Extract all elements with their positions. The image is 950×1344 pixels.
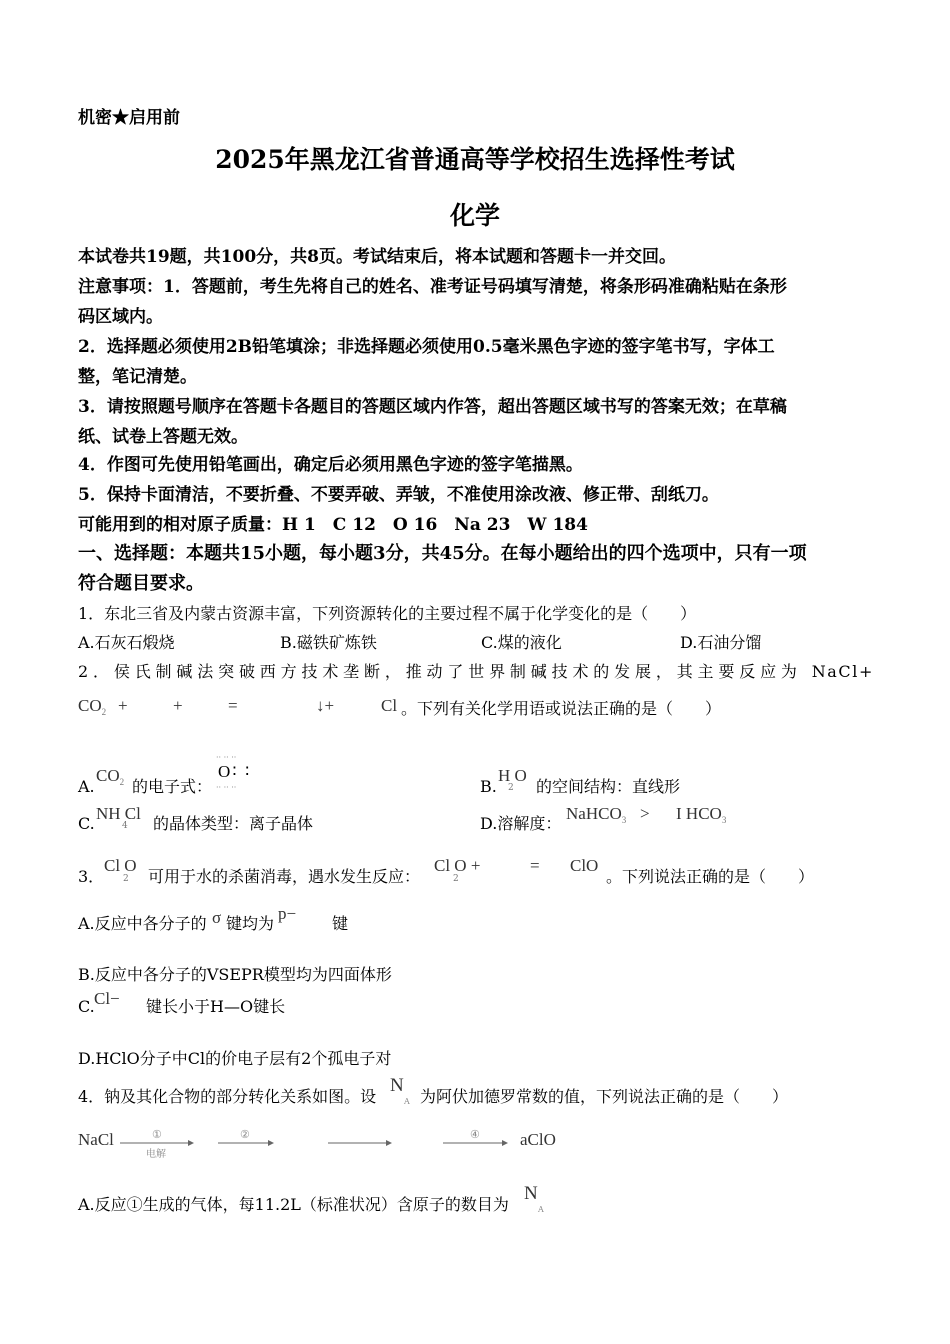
q2-eq-co2: $CO_2$: [78, 696, 107, 717]
arrow-1-condition: 电解: [146, 1149, 166, 1160]
q2-equation: [78, 696, 818, 722]
q3-option-a: A.反应中各分子的 σ 键均为 p− 键: [78, 904, 349, 933]
exam-title: 2025年黑龙江省普通高等学校招生选择性考试: [215, 145, 735, 174]
q2-option-c: C. NH Cl 4 的晶体类型：离子晶体: [78, 804, 314, 833]
note-3b: 纸、试卷上答题无效。: [78, 427, 248, 447]
q1-stem: 1．东北三省及内蒙古资源丰富，下列资源转化的主要过程不属于化学变化的是（ ）: [78, 604, 697, 623]
arrow-1-label: ①: [152, 1128, 162, 1141]
subject-title: 化学: [449, 201, 500, 230]
note-1a: 注意事项：1．答题前，考生先将自己的姓名、准考证号码填写清楚，将条形码准确粘贴在条形: [78, 277, 787, 297]
q1-option-d: D.石油分馏: [680, 633, 762, 652]
q2-stem-b: 。下列有关化学用语或说法正确的是（ ）: [401, 699, 722, 718]
q3-stem: 3． Cl O 2 可用于水的杀菌消毒，遇水发生反应： Cl O + 2 = ClO 。下列说法正确的是（ ）: [78, 856, 815, 886]
q3-option-c: C. Cl− 键长小于H—O键长: [78, 989, 286, 1016]
note-3a: 3．请按照题号顺序在答题卡各题目的答题区域内作答，超出答题区域书写的答案无效；在草稿: [78, 397, 787, 417]
q1-option-a: A.石灰石煅烧: [78, 633, 175, 652]
note-2a: 2．选择题必须使用2B铅笔填涂；非选择题必须使用0.5毫米黑色字迹的签字笔书写，字体工: [78, 337, 775, 357]
section-heading-a: 一、选择题：本题共15小题，每小题3分，共45分。在每小题给出的四个选项中，只有一项: [78, 543, 807, 564]
diagram-end: aClO: [520, 1130, 556, 1149]
q1-option-b: B.磁铁矿炼铁: [280, 633, 377, 652]
q2-eq-cl: Cl: [381, 696, 398, 715]
diagram-start: NaCl: [78, 1130, 114, 1149]
q2-eq-plus-2: +: [173, 696, 183, 715]
note-1b: 码区域内。: [78, 307, 163, 327]
q4-option-a: A.反应①生成的气体，每11.2L（标准状况）含原子的数目为 N A: [78, 1183, 544, 1214]
note-2b: 整，笔记清楚。: [78, 367, 197, 387]
conversion-diagram: [78, 1128, 578, 1158]
electron-dot-diagram: O∶ ∶: [218, 762, 252, 781]
confidential-label: 机密★启用前: [78, 108, 180, 128]
q2-eq-precipitate: ↓+: [316, 696, 335, 715]
q2-option-d: D.溶解度： NaHCO$_3$ > I $HCO_3$: [480, 804, 727, 833]
q4-stem: 4．钠及其化合物的部分转化关系如图。设 N A 为阿伏加德罗常数的值，下列说法正确的是（ ）: [78, 1075, 789, 1106]
section-heading-b: 符合题目要求。: [78, 573, 204, 594]
q2-eq-equals: =: [228, 696, 238, 715]
q2-option-a: A. $CO_2$ 的电子式： ·· ·· ·· O∶ ∶ ·· ·· ··: [78, 753, 252, 796]
q1-option-c: C.煤的液化: [481, 633, 562, 652]
arrow-4-label: ④: [470, 1128, 480, 1141]
q2-stem-a: 2．侯氏制碱法突破西方技术垄断，推动了世界制碱技术的发展，其主要反应为 NaCl+: [78, 662, 874, 681]
q2-eq-plus-1: +: [118, 696, 128, 715]
q3-option-b: B.反应中各分子的VSEPR模型均为四面体形: [78, 965, 392, 984]
note-5: 5．保持卡面清洁，不要折叠、不要弄破、弄皱，不准使用涂改液、修正带、刮纸刀。: [78, 485, 719, 505]
q2-option-b: B. H O 2 的空间结构：直线形: [480, 766, 681, 796]
atomic-masses: 可能用到的相对原子质量：H 1 C 12 O 16 Na 23 W 184: [78, 515, 588, 535]
q3-option-d: D.HClO分子中Cl的价电子层有2个孤电子对: [78, 1049, 392, 1068]
note-4: 4．作图可先使用铅笔画出，确定后必须用黑色字迹的签字笔描黑。: [78, 455, 583, 475]
intro-line: 本试卷共19题，共100分，共8页。考试结束后，将本试题和答题卡一并交回。: [78, 247, 676, 267]
arrow-2-label: ②: [240, 1128, 250, 1141]
